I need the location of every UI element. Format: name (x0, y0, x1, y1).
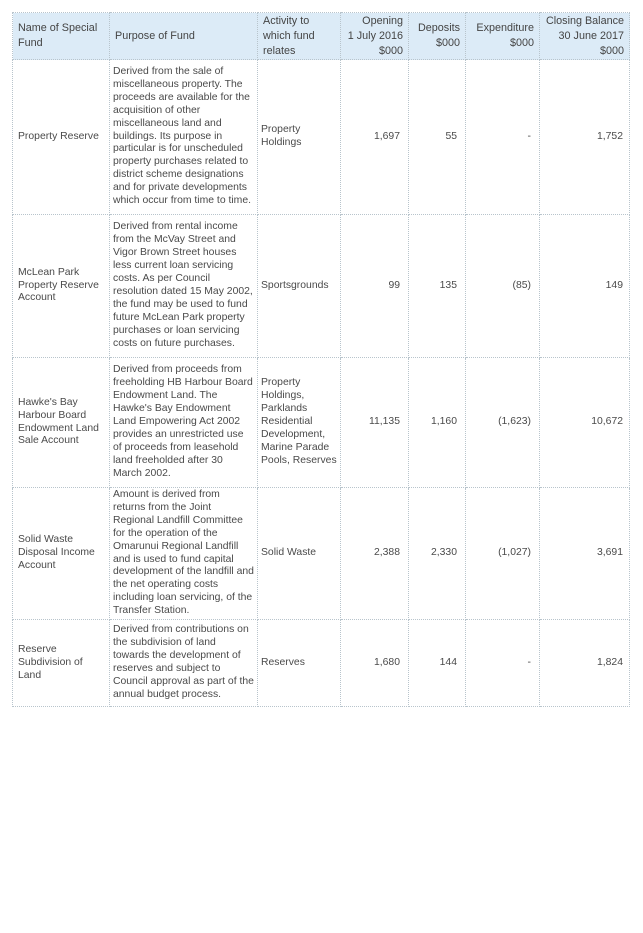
header-opening: Opening 1 July 2016 $000 (341, 13, 409, 60)
deposits-value: 144 (409, 620, 466, 707)
fund-purpose: Derived from proceeds from freeholding HB Harbour Board Endowment Land. The Hawke's Bay Endowment Land Empowering Act 2002 provides an unrestricted use of proceeds from leasehold land freeholded after 30 March 2002. (110, 358, 258, 488)
fund-activity: Property Holdings (258, 60, 341, 215)
opening-balance: 1,680 (341, 620, 409, 707)
fund-purpose: Derived from contributions on the subdivision of land towards the development of reserves and subject to Council approval as part of the annual budget process. (110, 620, 258, 707)
special-funds-table (12, 12, 630, 707)
table-row (13, 620, 630, 707)
expenditure-value: (85) (466, 215, 540, 358)
expenditure-value: - (466, 620, 540, 707)
closing-balance: 1,752 (540, 60, 630, 215)
fund-name: Reserve Subdivision of Land (13, 620, 110, 707)
table-row (13, 60, 630, 215)
deposits-value: 1,160 (409, 358, 466, 488)
closing-balance: 10,672 (540, 358, 630, 488)
expenditure-value: (1,027) (466, 488, 540, 620)
header-purpose: Purpose of Fund (110, 13, 258, 60)
deposits-value: 2,330 (409, 488, 466, 620)
expenditure-value: (1,623) (466, 358, 540, 488)
fund-activity: Sportsgrounds (258, 215, 341, 358)
fund-activity: Property Holdings, Parklands Residential Development, Marine Parade Pools, Reserves (258, 358, 341, 488)
header-closing: Closing Balance 30 June 2017 $000 (540, 13, 630, 60)
fund-purpose: Derived from rental income from the McVay Street and Vigor Brown Street houses less current loan servicing costs. As per Council resolution dated 15 May 2002, the fund may be used to fund future McLean Park property purchases or loan servicing costs on future purchases. (110, 215, 258, 358)
deposits-value: 135 (409, 215, 466, 358)
table-row (13, 215, 630, 358)
deposits-value: 55 (409, 60, 466, 215)
fund-name: McLean Park Property Reserve Account (13, 215, 110, 358)
closing-balance: 3,691 (540, 488, 630, 620)
header-expenditure: Expenditure $000 (466, 13, 540, 60)
fund-name: Solid Waste Disposal Income Account (13, 488, 110, 620)
fund-activity: Solid Waste (258, 488, 341, 620)
closing-balance: 1,824 (540, 620, 630, 707)
opening-balance: 11,135 (341, 358, 409, 488)
fund-purpose: Amount is derived from returns from the Joint Regional Landfill Committee for the operation of the Omarunui Regional Landfill and is used to fund capital development of the landfill and the net operating costs including loan servicing, of the Transfer Station. (110, 488, 258, 620)
header-name: Name of Special Fund (13, 13, 110, 60)
opening-balance: 1,697 (341, 60, 409, 215)
header-activity: Activity to which fund relates (258, 13, 341, 60)
table-row (13, 358, 630, 488)
fund-purpose: Derived from the sale of miscellaneous property. The proceeds are available for the acquisition of other miscellaneous land and buildings. Its purpose in particular is for unscheduled property purchases related to district scheme designations and for private developments which occur from time to time. (110, 60, 258, 215)
fund-activity: Reserves (258, 620, 341, 707)
header-row (13, 13, 630, 60)
fund-name: Hawke's Bay Harbour Board Endowment Land Sale Account (13, 358, 110, 488)
expenditure-value: - (466, 60, 540, 215)
table-row (13, 488, 630, 620)
opening-balance: 99 (341, 215, 409, 358)
fund-name: Property Reserve (13, 60, 110, 215)
closing-balance: 149 (540, 215, 630, 358)
opening-balance: 2,388 (341, 488, 409, 620)
header-deposits: Deposits $000 (409, 13, 466, 60)
